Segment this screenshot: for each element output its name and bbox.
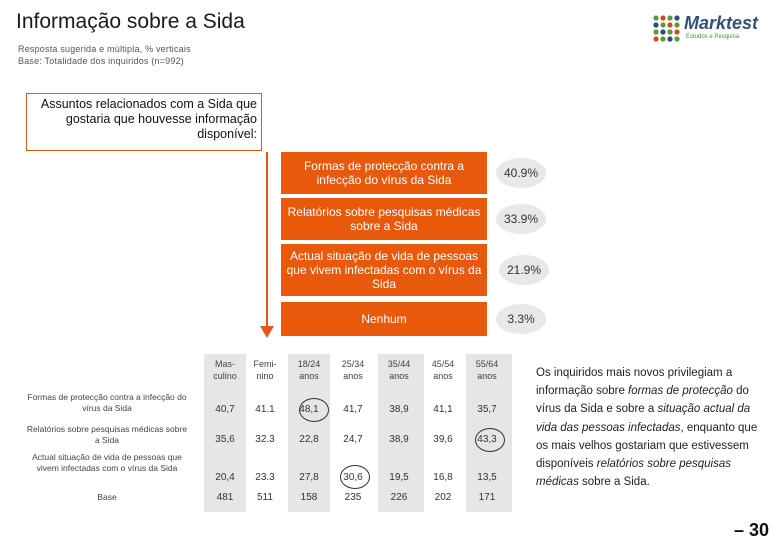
arrow-line bbox=[266, 152, 268, 328]
table-cell: 226 bbox=[390, 492, 408, 503]
row-label: Base bbox=[97, 492, 117, 502]
question-box: Assuntos relacionados com a Sida que gostaria que houvesse informação disponível: bbox=[26, 93, 262, 151]
bar-2: Relatórios sobre pesquisas médicas sobre a Sida bbox=[281, 198, 487, 240]
bar-4: Nenhum bbox=[281, 302, 487, 336]
page-number: – 30 bbox=[734, 520, 770, 540]
arrow-down-icon bbox=[260, 326, 274, 338]
table-cell: 32.3 bbox=[255, 434, 275, 445]
column-header: Femi-nino bbox=[253, 359, 277, 381]
table-cell: 35,7 bbox=[477, 404, 497, 415]
table-cell: 171 bbox=[478, 492, 496, 503]
row-label: Relatórios sobre pesquisas médicas sobre a Sida bbox=[26, 424, 188, 445]
row-label: Formas de protecção contra a infecção do vírus da Sida bbox=[27, 392, 187, 413]
bar-1: Formas de protecção contra a infecção do vírus da Sida bbox=[281, 152, 487, 194]
commentary-emphasis: relatórios sobre pesquisas médicas bbox=[536, 458, 731, 489]
commentary-part: sobre a Sida. bbox=[578, 476, 650, 489]
table-cell: 202 bbox=[434, 492, 452, 503]
row-label: Actual situação de vida de pessoas que vivem infectadas com o vírus da Sida bbox=[32, 452, 182, 473]
column-header: 35/44 anos bbox=[387, 359, 411, 381]
table-cell: 13,5 bbox=[477, 472, 497, 483]
column-header: 18/24 anos bbox=[297, 359, 321, 381]
table-cell: 16,8 bbox=[433, 472, 453, 483]
table-cell: 235 bbox=[344, 492, 362, 503]
value-label-3: 21.9% bbox=[499, 255, 549, 285]
table-cell: 22,8 bbox=[299, 434, 319, 445]
table-cell: 41,1 bbox=[433, 404, 453, 415]
logo-tagline: Estudos e Pesquisa bbox=[686, 34, 740, 40]
column-header: 25/34 anos bbox=[341, 359, 365, 381]
table-cell: 38,9 bbox=[389, 404, 409, 415]
table-cell: 48,1 bbox=[299, 404, 319, 415]
column-header: 45/54 anos bbox=[431, 359, 455, 381]
table-cell: 30,6 bbox=[343, 472, 363, 483]
table-cell: 481 bbox=[216, 492, 234, 503]
table-cell: 41,7 bbox=[343, 404, 363, 415]
column-header: Mas-culino bbox=[213, 359, 237, 381]
subtitle-response-type: Resposta sugerida e múltipla, % verticais bbox=[18, 44, 191, 54]
table-cell: 43,3 bbox=[477, 434, 497, 445]
table-cell: 38,9 bbox=[389, 434, 409, 445]
table-cell: 40,7 bbox=[215, 404, 235, 415]
commentary-emphasis: formas de protecção bbox=[628, 385, 733, 398]
commentary-emphasis: situação actual da vida das pessoas infectadas bbox=[536, 403, 751, 434]
value-label-2: 33.9% bbox=[496, 204, 546, 234]
table-cell: 23.3 bbox=[255, 472, 275, 483]
table-cell: 511 bbox=[257, 492, 273, 503]
table-cell: 19,5 bbox=[389, 472, 409, 483]
table-cell: 20,4 bbox=[215, 472, 235, 483]
bar-3: Actual situação de vida de pessoas que vivem infectadas com o vírus da Sida bbox=[281, 244, 487, 296]
table-cell: 41.1 bbox=[255, 404, 275, 415]
logo-wordmark: Marktest bbox=[684, 13, 759, 33]
commentary-part: , enquanto que os mais velhos gostariam que estivessem disponíveis bbox=[536, 421, 758, 471]
table-cell: 39,6 bbox=[433, 434, 453, 445]
table-cell: 35,6 bbox=[215, 434, 235, 445]
page-title: Informação sobre a Sida bbox=[16, 10, 245, 33]
commentary-text bbox=[536, 364, 770, 491]
subtitle-base: Base: Totalidade dos inquiridos (n=992) bbox=[18, 56, 184, 66]
crosstab-table bbox=[12, 354, 522, 512]
value-label-1: 40.9% bbox=[496, 158, 546, 188]
table-cell: 24,7 bbox=[343, 434, 363, 445]
value-label-4: 3.3% bbox=[496, 304, 546, 334]
column-header: 55/64 anos bbox=[475, 359, 499, 381]
commentary-part: do vírus da Sida e sobre a bbox=[536, 385, 749, 416]
table-cell: 158 bbox=[300, 492, 318, 503]
logo-dots bbox=[653, 15, 679, 41]
commentary-part: Os inquiridos mais novos privilegiam a informação sobre bbox=[536, 367, 733, 398]
table-cell: 27,8 bbox=[299, 472, 319, 483]
